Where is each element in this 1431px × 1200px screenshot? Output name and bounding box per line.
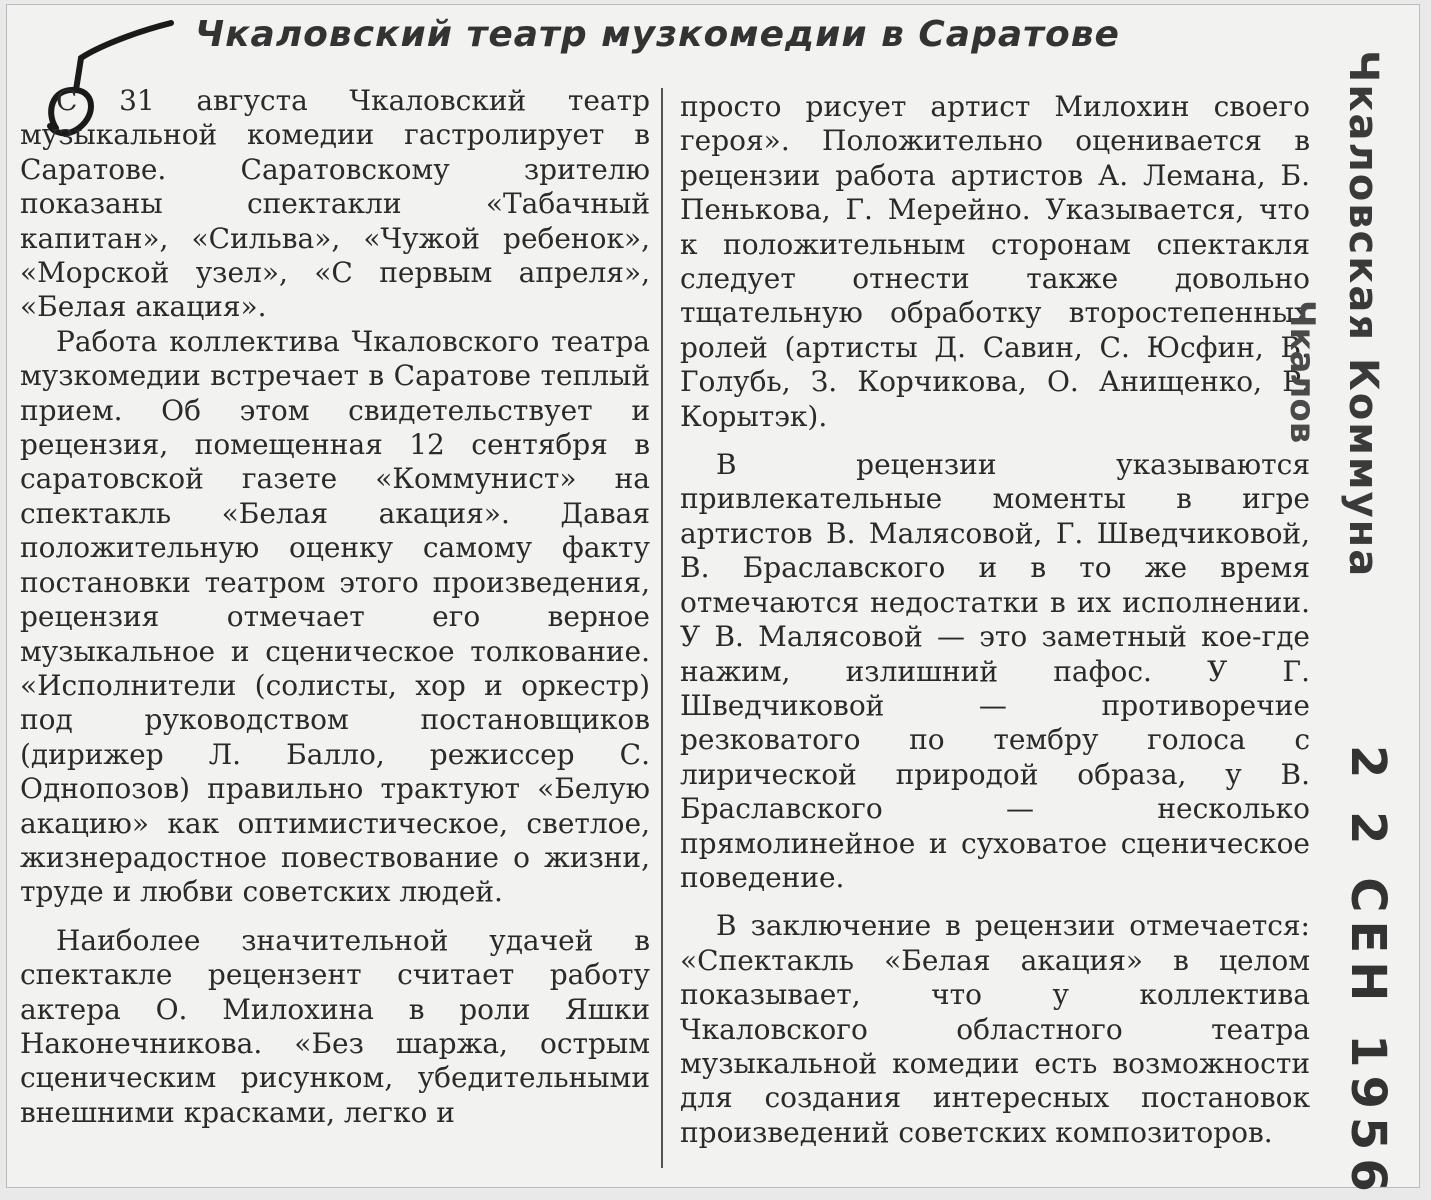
paragraph: В рецензии указываются привлекательные моменты в игре артистов В. Малясовой, Г. Шведчиковой, В. Браславского и в то же время отмечаются недостатки в их исполнении. У В. Малясовой — это заметный кое-где нажим, излишний пафос. У Г. Шведчиковой — противоречие резковатого по тембру голоса с лирической природой образа, у В. Браславского — несколько прямолинейное и суховатое сценическое поведение. (680, 448, 1310, 894)
date-stamp: 2 2 СЕН 1956 (1340, 745, 1396, 1200)
paragraph: просто рисует артист Милохин своего героя». Положительно оценивается в рецензии работа артистов А. Лемана, Б. Пенькова, Г. Мерейно. Указывается, что к положительным сторонам спектакля следует отнести также довольно тщательную обработку второстепенных ролей (артисты Д. Савин, С. Юсфин, В. Голубь, З. Корчикова, О. Анищенко, Р. Корытэк). (680, 90, 1310, 433)
article-left-column (20, 84, 650, 1130)
newspaper-source-stamp: Чкаловская Коммуна (1340, 50, 1386, 579)
column-divider (661, 88, 663, 1168)
paragraph: Работа коллектива Чкаловского театра музкомедии встречает в Саратове теплый прием. Об этом свидетельствует и рецензия, помещенная 12 сентября в саратовской газете «Коммунист» на спектакль «Белая акация». Давая положительную оценку самому факту постановки театром этого произведения, рецензия отмечает его верное музыкальное и сценическое толкование. «Исполнители (солисты, хор и оркестр) под руководством постановщиков (дирижер Л. Балло, режиссер С. Однопозов) правильно трактуют «Белую акацию» как оптимистическое, светлое, жизнерадостное повествование о жизни, труде и любви советских людей. (20, 324, 650, 909)
article-right-column (680, 90, 1310, 1150)
paragraph: С 31 августа Чкаловский театр музыкальной комедии гастролирует в Саратове. Саратовскому зрителю показаны спектакли «Табачный капитан», «Сильва», «Чужой ребенок», «Морской узел», «С первым апреля», «Белая акация». (20, 84, 650, 324)
city-stamp: Чкалов (1282, 300, 1322, 444)
article-headline: Чкаловский театр музкомедии в Саратове (195, 14, 1120, 55)
paragraph: В заключение в рецензии отмечается: «Спектакль «Белая акация» в целом показывает, что у коллектива Чкаловского областного театра музыкальной комедии есть возможности для создания интересных постановок произведений советских композиторов. (680, 909, 1310, 1149)
paragraph: Наиболее значительной удачей в спектакле рецензент считает работу актера О. Милохина в роли Яшки Наконечникова. «Без шаржа, острым сценическим рисунком, убедительными внешними красками, легко и (20, 923, 650, 1129)
